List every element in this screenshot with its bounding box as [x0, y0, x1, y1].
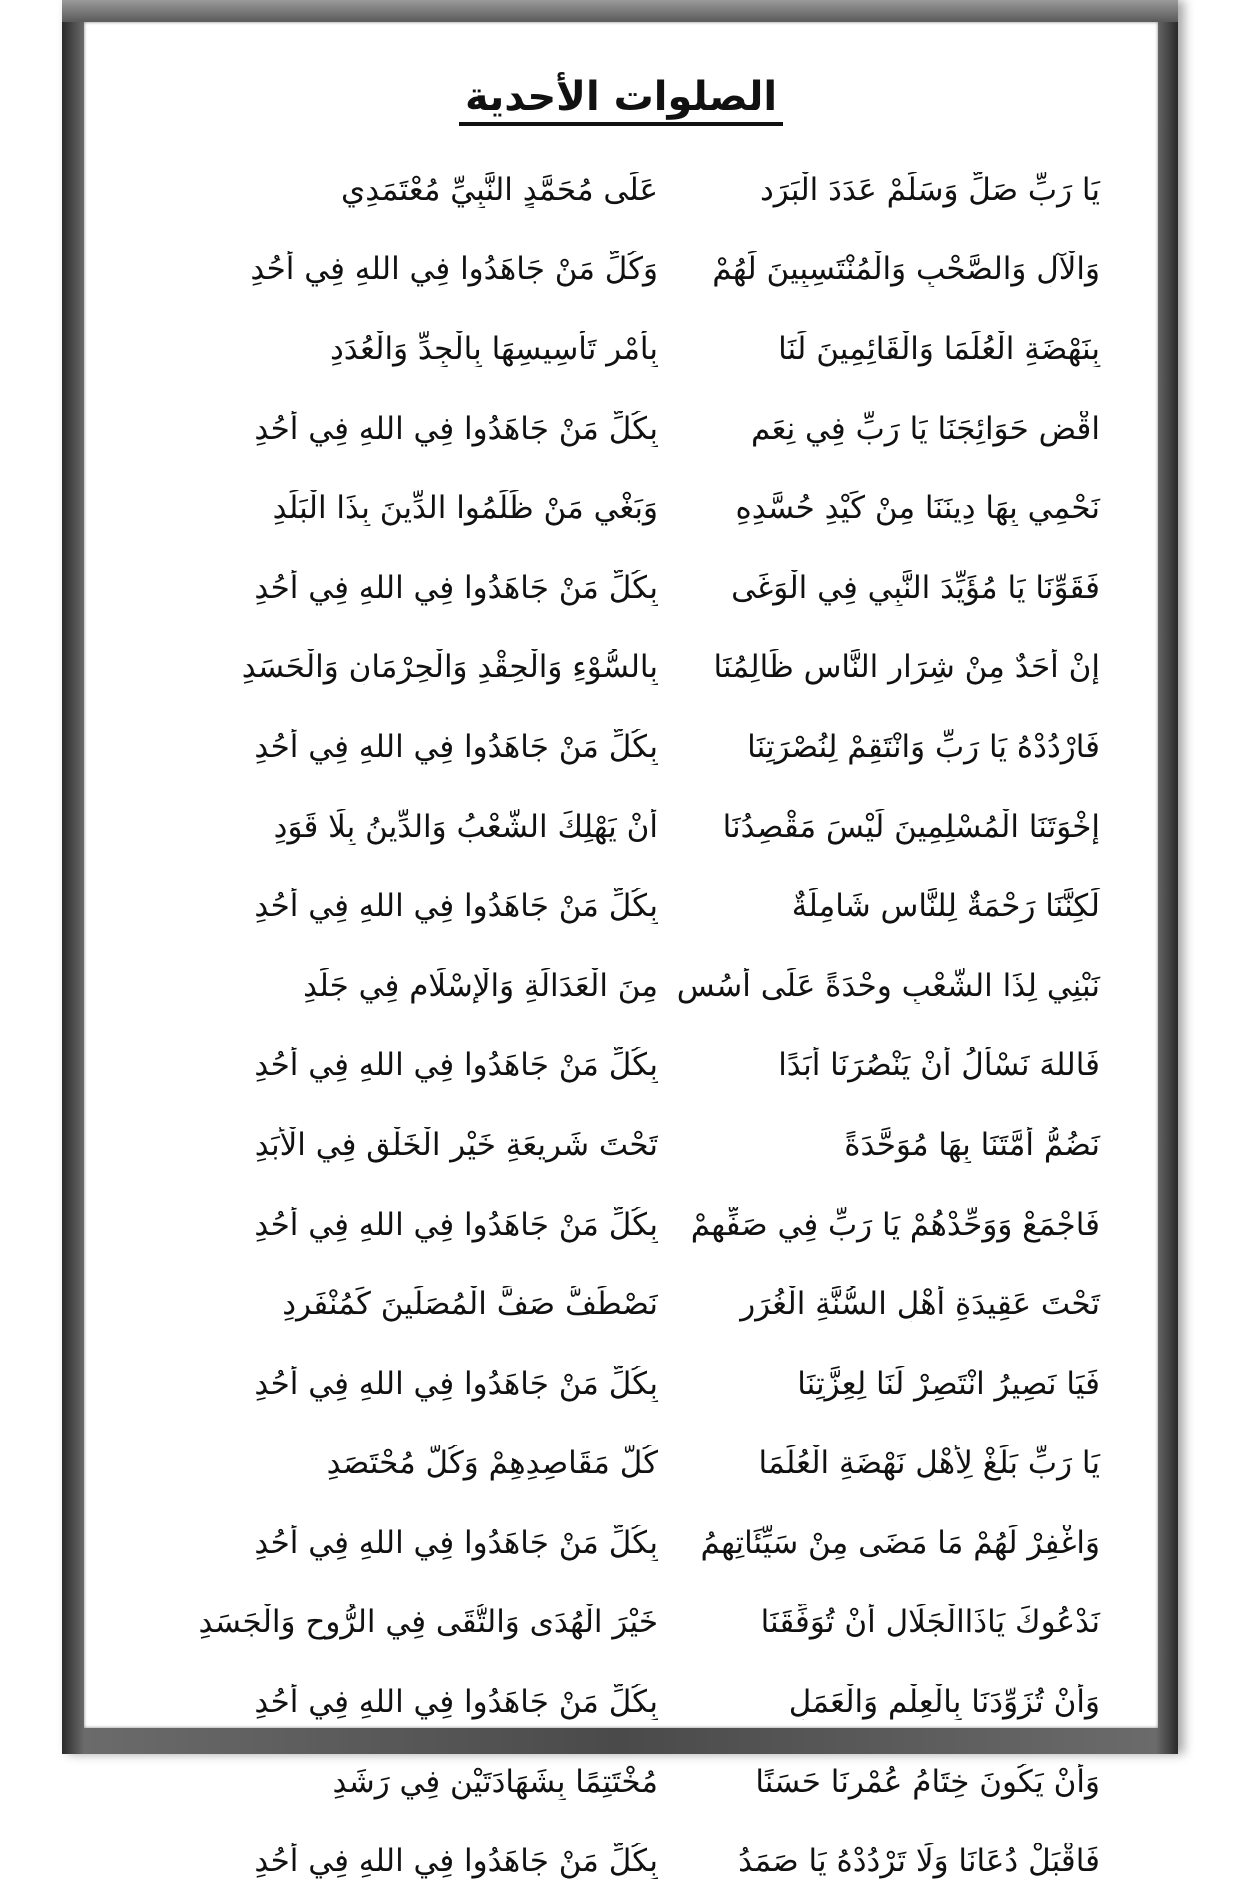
verse-second-hemistich: بِكُلِّ مَنْ جَاهَدُوا فِي اللهِ فِي أُحُدِ: [254, 569, 658, 606]
verse-second-hemistich: تَحْتَ شَرِيعَةِ خَيْرِ الْخَلْقِ فِي الْأَبَدِ: [254, 1126, 658, 1163]
verse-row: [124, 150, 1120, 230]
verse-first-hemistich: فَاقْبَلْ دُعَانَا وَلَا تَرْدُدْهُ يَا صَمَدُ: [738, 1843, 1100, 1880]
verse-first-hemistich: نَحْمِي بِهَا دِينَنَا مِنْ كَيْدِ حُسَّدِهِ: [735, 490, 1100, 527]
verse-row: [124, 707, 1120, 787]
verse-first-hemistich: نَضُمُّ أُمَّتَنَا بِهَا مُوَحَّدَةً: [844, 1126, 1100, 1163]
verse-row: [124, 866, 1120, 946]
verse-second-hemistich: كُلَّ مَقَاصِدِهِمْ وَكُلَّ مُحْتَصَدِ: [326, 1445, 658, 1482]
verse-row: [124, 1026, 1120, 1106]
verse-first-hemistich: تَحْتَ عَقِيدَةِ أَهْلِ السُّنَّةِ الْغُرَرِ: [740, 1286, 1100, 1323]
title-text: الصلوات الأحدية: [459, 74, 783, 126]
verse-row: [124, 1344, 1120, 1424]
verse-first-hemistich: وَأَنْ تُزَوِّدَنَا بِالْعِلْمِ وَالْعَمَلِ: [788, 1684, 1100, 1721]
verse-row: [124, 389, 1120, 469]
verse-row: [124, 1424, 1120, 1504]
verse-second-hemistich: عَلَى مُحَمَّدٍ النَّبِيِّ مُعْتَمَدِي: [341, 171, 658, 208]
verse-row: [124, 1503, 1120, 1583]
verse-second-hemistich: أَنْ يَهْلِكَ الشَّعْبُ وَالدِّينُ بِلَا قَوَدِ: [273, 808, 658, 845]
verse-second-hemistich: وَكُلِّ مَنْ جَاهَدُوا فِي اللهِ فِي أُحُدِ: [250, 251, 658, 288]
verse-first-hemistich: يَا رَبِّ بَلِّغْ لِأَهْلِ نَهْضَةِ الْعُلَمَا: [758, 1445, 1100, 1482]
verse-first-hemistich: يَا رَبِّ صَلِّ وَسَلِّمْ عَدَدَ الْبَرَد: [759, 171, 1100, 208]
verse-row: [124, 548, 1120, 628]
verse-row: [124, 1583, 1120, 1663]
verse-first-hemistich: وَاغْفِرْ لَهُمْ مَا مَضَى مِنْ سَيِّئَاتِهِمُ: [700, 1524, 1100, 1561]
poem-sheet: [84, 22, 1158, 1880]
frame-top-edge: [62, 0, 1178, 22]
verse-second-hemistich: بِأَمْرِ تَأْسِيسِهَا بِالْجِدِّ وَالْعُدَدِ: [330, 330, 658, 367]
verse-first-hemistich: وَالْآلِ وَالصَّحْبِ وَالْمُنْتَسِبِينَ لَهُمْ: [712, 251, 1100, 288]
verse-second-hemistich: بِكُلِّ مَنْ جَاهَدُوا فِي اللهِ فِي أُحُدِ: [254, 410, 658, 447]
verse-row: [124, 1662, 1120, 1742]
verse-row: [124, 787, 1120, 867]
verse-second-hemistich: بِكُلِّ مَنْ جَاهَدُوا فِي اللهِ فِي أُحُدِ: [254, 1524, 658, 1561]
verse-second-hemistich: بِكُلِّ مَنْ جَاهَدُوا فِي اللهِ فِي أُحُدِ: [254, 1206, 658, 1243]
verse-row: [124, 1264, 1120, 1344]
verse-second-hemistich: بِكُلِّ مَنْ جَاهَدُوا فِي اللهِ فِي أُحُدِ: [254, 1365, 658, 1402]
verse-first-hemistich: لَكِنَّنَا رَحْمَةٌ لِلنَّاسِ شَامِلَةٌ: [791, 888, 1100, 925]
verse-row: [124, 946, 1120, 1026]
verse-row: [124, 1105, 1120, 1185]
verse-second-hemistich: بِكُلِّ مَنْ جَاهَدُوا فِي اللهِ فِي أُحُدِ: [254, 1684, 658, 1721]
page-title: [84, 74, 1158, 120]
verse-second-hemistich: بِكُلِّ مَنْ جَاهَدُوا فِي اللهِ فِي أُحُدِ: [254, 1843, 658, 1880]
verse-first-hemistich: إِخْوَتَنَا الْمُسْلِمِينَ لَيْسَ مَقْصِدُنَا: [722, 808, 1100, 845]
verse-first-hemistich: فَاللهَ نَسْأَلُ أَنْ يَنْصُرَنَا أَبَدًا: [778, 1047, 1100, 1084]
verse-second-hemistich: مِنَ الْعَدَالَةِ وَالْإِسْلَامِ فِي جَلَدِ: [303, 967, 658, 1004]
verse-first-hemistich: إِنْ أَحَدٌ مِنْ شِرَارِ النَّاسِ ظَالِمُنَا: [713, 649, 1100, 686]
verse-second-hemistich: بِكُلِّ مَنْ جَاهَدُوا فِي اللهِ فِي أُحُدِ: [254, 728, 658, 765]
verse-first-hemistich: فَارْدُدْهُ يَا رَبِّ وَانْتَقِمْ لِنُصْرَتِنَا: [747, 728, 1100, 765]
verse-first-hemistich: نَدْعُوكَ يَاذَاالْجَلَالِ أَنْ تُوَفِّقَنَا: [760, 1604, 1100, 1641]
verse-row: [124, 1185, 1120, 1265]
verse-row: [124, 230, 1120, 310]
verse-row: [124, 628, 1120, 708]
verse-row: [124, 468, 1120, 548]
verse-first-hemistich: فَقَوِّنَا يَا مُؤَيِّدَ النَّبِي فِي الْوَغَى: [731, 569, 1100, 606]
verse-first-hemistich: فَيَا نَصِيرُ انْتَصِرْ لَنَا لِعِزَّتِنَا: [797, 1365, 1100, 1402]
verse-first-hemistich: فَاجْمَعْ وَوَحِّدْهُمْ يَا رَبِّ فِي صَفِّهِمْ: [690, 1206, 1100, 1243]
verse-second-hemistich: خَيْرَ الْهُدَى وَالتُّقَى فِي الرُّوحِ وَالْجَسَدِ: [198, 1604, 658, 1641]
verse-row: [124, 309, 1120, 389]
verse-second-hemistich: مُخْتَتِمًا بِشَهَادَتَيْنِ فِي رَشَدِ: [332, 1763, 658, 1800]
verse-first-hemistich: بِنَهْضَةِ الْعُلَمَا وَالْقَائِمِينَ لَنَا: [778, 330, 1100, 367]
verse-second-hemistich: بِكُلِّ مَنْ جَاهَدُوا فِي اللهِ فِي أُحُدِ: [254, 1047, 658, 1084]
poem-body: [124, 150, 1120, 1901]
verse-second-hemistich: بِكُلِّ مَنْ جَاهَدُوا فِي اللهِ فِي أُحُدِ: [254, 888, 658, 925]
verse-second-hemistich: وَبَغْيِ مَنْ ظَلَمُوا الدِّينَ بِذَا الْبَلَدِ: [272, 490, 658, 527]
verse-first-hemistich: اقْضِ حَوَائِجَنَا يَا رَبِّ فِي نِعَمٍ: [750, 410, 1100, 447]
verse-row: [124, 1821, 1120, 1901]
verse-first-hemistich: نَبْنِي لِذَا الشَّعْبِ وِحْدَةً عَلَى أُسُسٍ: [676, 967, 1100, 1004]
verse-second-hemistich: نَصْطَفُّ صَفَّ الْمُصَلِّينَ كَمُنْفَرِدِ: [282, 1286, 658, 1323]
verse-first-hemistich: وَأَنْ يَكُونَ خِتَامُ عُمْرِنَا حَسَنًا: [755, 1763, 1100, 1800]
verse-second-hemistich: بِالسُّوْءِ وَالْحِقْدِ وَالْحِرْمَانِ وَالْحَسَدِ: [241, 649, 658, 686]
